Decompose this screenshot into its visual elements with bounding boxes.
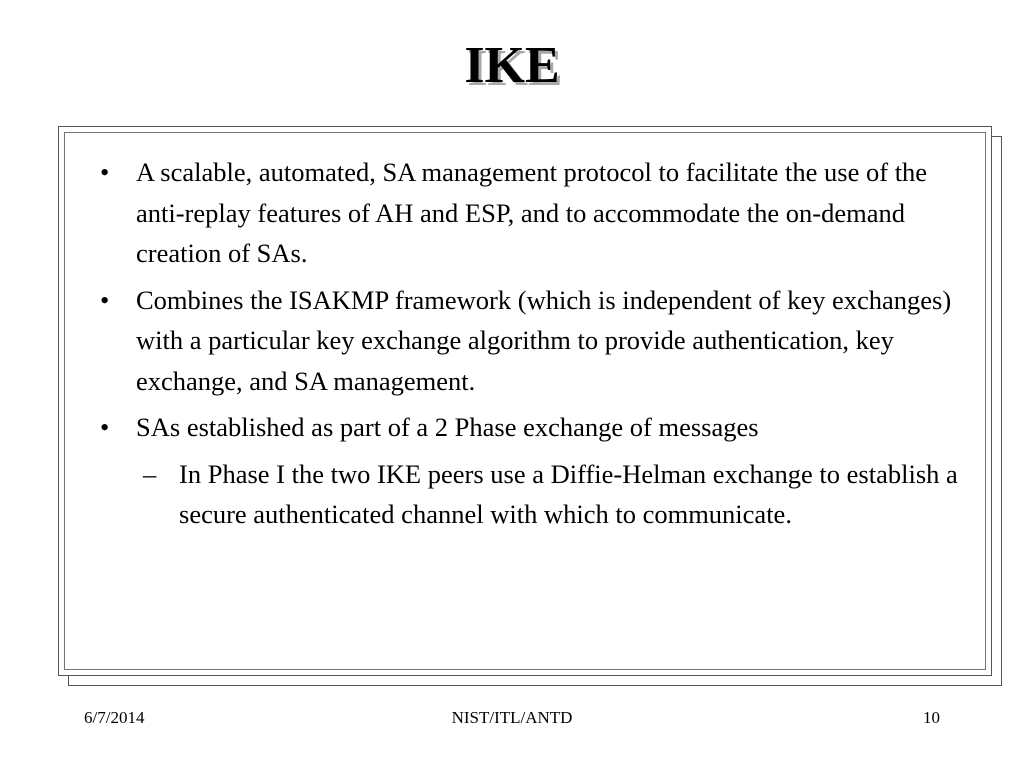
bullet-item-3 [100,407,960,448]
sub-bullet-text: In Phase I the two IKE peers use a Diffie-Helman exchange to establish a secure authenticated channel with which to communicate. [179,458,958,529]
bullet-item-1 [100,152,960,274]
sub-bullet-item-1 [100,454,960,535]
footer-page-number: 10 [923,708,940,727]
footer-organization: NIST/ITL/ANTD [451,708,573,727]
footer-date: 6/7/2014 [84,708,145,727]
bullet-marker: • [100,157,110,187]
bullet-marker: • [100,284,110,315]
bullet-text: Combines the ISAKMP framework (which is independent of key exchanges) with a particular key exchange algorithm to provide authentication, key exchange, and SA management. [136,284,952,396]
bullet-item-2 [100,280,960,402]
slide-content [100,152,960,535]
bullet-list [100,152,960,448]
slide-title: IKE [464,37,560,94]
sub-bullet-marker: – [143,458,157,489]
sub-bullet-list [100,454,960,535]
bullet-marker: • [100,412,110,442]
bullet-text: A scalable, automated, SA management protocol to facilitate the use of the anti-replay features of AH and ESP, and to accommodate the on-demand creation of SAs. [136,157,928,268]
bullet-text: SAs established as part of a 2 Phase exchange of messages [136,412,759,442]
